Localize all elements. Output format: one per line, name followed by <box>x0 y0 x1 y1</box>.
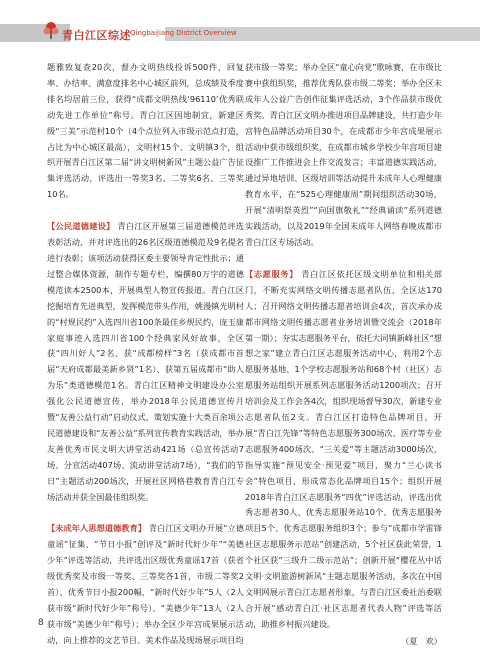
paragraph-public-morality <box>47 219 244 505</box>
flower-logo-icon <box>42 20 60 40</box>
left-column <box>47 60 244 650</box>
section-text: 青白江区依托区级文明单位和相关部门，不断充实网络文明传播志愿者队伍，全区达170人；召开网络文明传播志愿者培训会4次，首次承办成都市网络文明传播志愿者业务培训暨交流会（2018年第一期）；夯实志愿服务平台，依托大同镇新峰社区“想想之家”建立青白江区志愿服务活动中心，利用2个志愿服务基地、1个学校志愿服务站和68个村（社区）志愿服务站组织开展系列志愿服务活动1200项次；召开培训会及工作会各4次，组织现场督导30次，新建专业志愿者队伍2支。青白江区打造特色品牌项目，开展“青白江先锋”等特色志愿服务300场次、医疗等专业志愿服务400场次、“三关爱”等主题活动3000场次，指导实施“预见安全·预见爱”项目，聚力“兰心读书会”特色项目，形成常态化品牌项目15个；组织开展2018年青白江区志愿服务“四优”评选活动，评选出优秀志愿者30人、优秀志愿服务站10个、优秀志愿服务项目5个、优秀志愿服务组织3个；参与“成都市学雷锋社区志愿服务示范站”创建活动，5个社区获此荣誉，1个社区获“三级升二级示范站”；创新开展“樱花丛中话文明·文明旅游树新风”主题志愿服务活动，多次在中国文明网展示青白江志愿者形象，与青白江区委社治委联合开展“感动青白江·社区志愿者代表人物”评选等活动，助推乡村振兴建设。 <box>245 268 442 629</box>
author-signature: （夏 欢） <box>401 635 442 646</box>
header-subtitle: Qingbaijiang District Overview <box>130 29 237 37</box>
right-column <box>245 60 442 651</box>
paragraph-minors-education <box>47 521 244 648</box>
header-title: 青白江区综述 <box>62 29 131 42</box>
section-text: 青白江区开展第三届道德模范评选表彰活动，并对评选出的26名区级道德模范及9名提名进行表彰；该项活动获得区委主要领导肯定性批示；通过整合媒体资源，制作专题专栏，编撰80万字的道德模范读本2500本，开展典型人物宣传报道。青白江区挖掘培育先进典型，发挥模范带头作用，姚漫镇光明村的“村规民约”入选四川省100条最佳乡规民约，庞玉康家庭事迹入选四川省100个经典家风好故事，全区获“四川好人”2名、获“成都榜样”3名（获成都市首届“天府成都最美新乡贤”1名）、获第五届成都市“助人为乐”类道德模范1名。青白江区精神文明建设办公室强化公民道德宣传，举办2018年公民道德宣传月暨“友善公益行动”启动仪式，策划实施十大类百余项公民道德建设和“友善公益”系列宣传教育实践活动，举办友善优秀市民文明大讲堂活动421场（总宣传活动7场、分宣活动407场、流动讲堂活动7场），“我们的节日”主题活动200场次，开展社区网格巷教育青白江专场活动并获全国最佳组织奖。 <box>47 221 244 502</box>
section-heading: 【志愿服务】 <box>245 268 299 279</box>
paragraph: 题雅致复查20次，督办文明热线投诉500件，回复率、办结率、满意度排名中心城区前列，总成绩及季度排名均居前三位，获得“成都文明热线‘96110’优秀联动先进工作单位”称号。青白江区因地制宜，新建区级“三美”示范村10个（4个点位列入市级示范点打造，占比为中心城区最高），文明村15个、文明镇3个，组织开展青白江区第二届“讲文明树新风”主题公益广告征集评选活动，评选出一等奖3名、二等奖6名、三等奖10名。 <box>47 62 244 200</box>
section-text: 青白江区文明办开展“立德童谣”征集、“节日小报”创评及“新时代好少年”“美德少年”评选等活动，共评选出区级优秀童谣17首（获省级优秀奖及市级一等奖、三等奖各1首，市级二等奖2首）、优秀节日小报200幅，“新时代好少年”5人（2人获市级“新时代好少年”称号）、“美德少年”13人（2人获市级“美德少年”称号）；举办全区少年宫成果展示活动，向上推荐的文艺节目、美术作品及现场展示项目均 <box>47 523 244 645</box>
paragraph: 获市级一等奖；举办全区“童心向党”歌咏赛，在市级比赛中获组织奖，推荐优秀队获市级二等奖；举办全区未成年人公益广告创作征集评选活动，3个作品获市级优秀奖。青白江区文明办推进项目品牌建设，共打造少年宫特色品牌活动项目30个，在成都市少年宫成果展示活动中获市级组织奖，在成都市城乡学校少年宫项目建设推广工作推进会上作交流发言；丰富道德实践活动，通过异地培训、区级培训等活动提升未成年人心理健康教育水平，在“525心理健康周”期间组织活动30场，开展“清明祭英烈”“向国旗敬礼”“经典诵读”系列道德实践活动，以及2019年全国未成年人网络春晚成都市青白江区专场活动。 <box>245 62 442 247</box>
page-number: 8 <box>38 618 44 628</box>
section-heading: 【未成年人思想道德教育】 <box>47 523 147 534</box>
section-heading: 【公民道德建设】 <box>47 221 115 232</box>
paragraph-volunteer-service <box>245 267 442 633</box>
